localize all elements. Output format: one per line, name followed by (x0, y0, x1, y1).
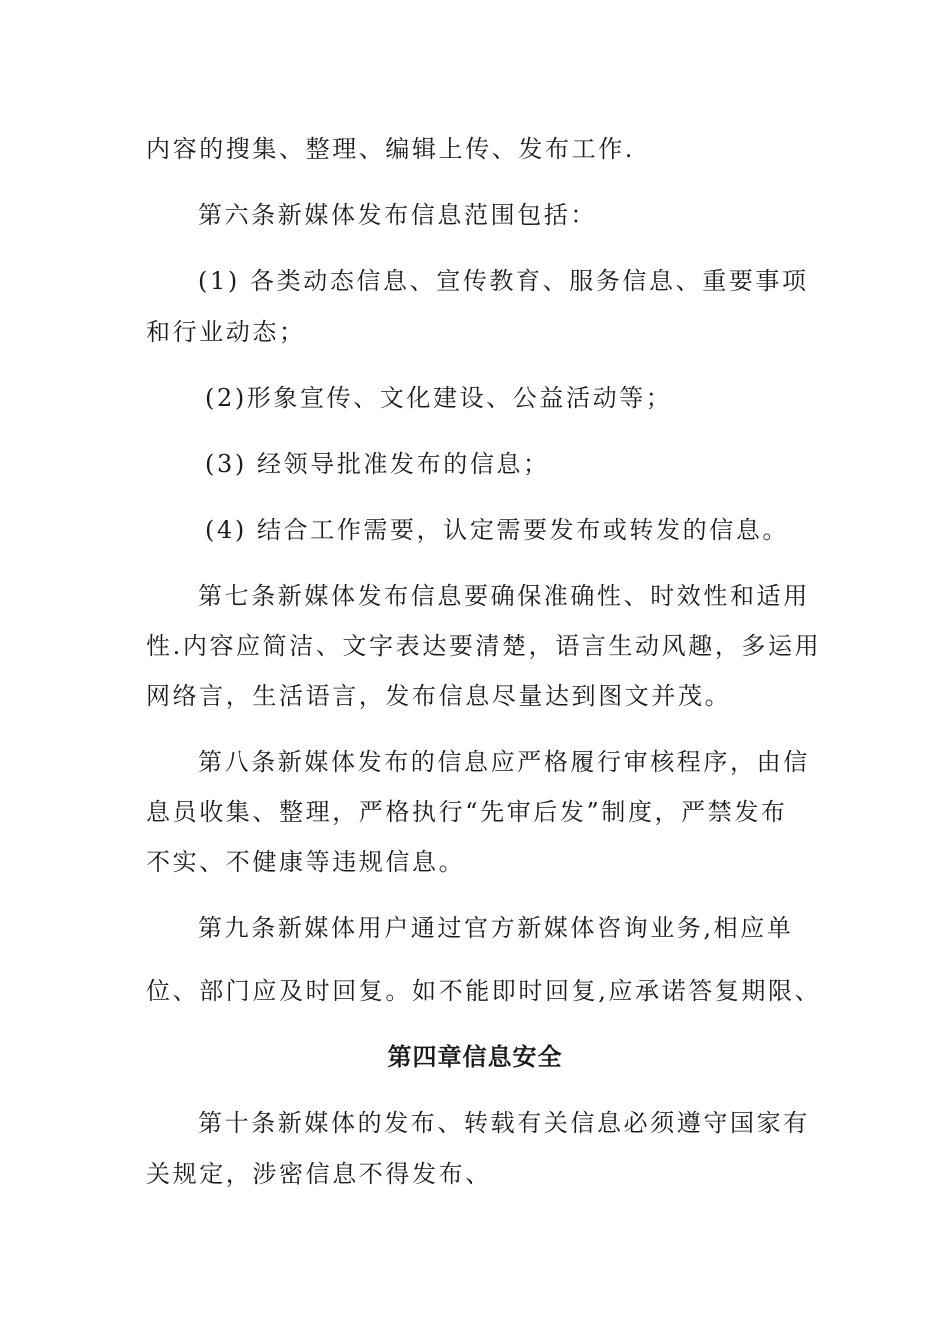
article-9-line-1: 第九条新媒体用户通过官方新媒体咨询业务,相应单 (198, 914, 794, 942)
article-8-line-3: 不实、不健康等违规信息。 (146, 848, 466, 876)
article-8-line-1: 第八条新媒体发布的信息应严格履行审核程序，由信 (198, 748, 810, 776)
list-item-2-line: (2)形象宣传、文化建设、公益活动等； (205, 384, 673, 412)
paragraph-line: 内容的搜集、整理、编辑上传、发布工作. (146, 135, 636, 163)
article-10-line-1: 第十条新媒体的发布、转载有关信息必须遵守国家有 (198, 1109, 810, 1137)
article-7-line-3: 网络言，生活语言，发布信息尽量达到图文并茂。 (146, 682, 732, 710)
article-9-line-2: 位、部门应及时回复。如不能即时回复,应承诺答复期限、 (146, 977, 822, 1005)
article-10-line-2: 关规定，涉密信息不得发布、 (146, 1160, 492, 1188)
article-7-line-1: 第七条新媒体发布信息要确保准确性、时效性和适用 (198, 582, 810, 610)
article-8-line-2: 息员收集、整理，严格执行“先审后发”制度，严禁发布 (146, 798, 788, 826)
list-item-1-continuation: 和行业动态； (146, 318, 306, 346)
article-7-line-2: 性.内容应简洁、文字表达要清楚，语言生动风趣，多运用 (146, 632, 822, 660)
list-item-4-line: (4) 结合工作需要，认定需要发布或转发的信息。 (205, 516, 790, 544)
article-6-heading-line: 第六条新媒体发布信息范围包括： (198, 201, 597, 229)
list-item-1-line: (1) 各类动态信息、宣传教育、服务信息、重要事项 (198, 267, 809, 295)
chapter-heading: 第四章信息安全 (387, 1043, 563, 1071)
list-item-3-line: (3) 经领导批准发布的信息； (205, 450, 550, 478)
